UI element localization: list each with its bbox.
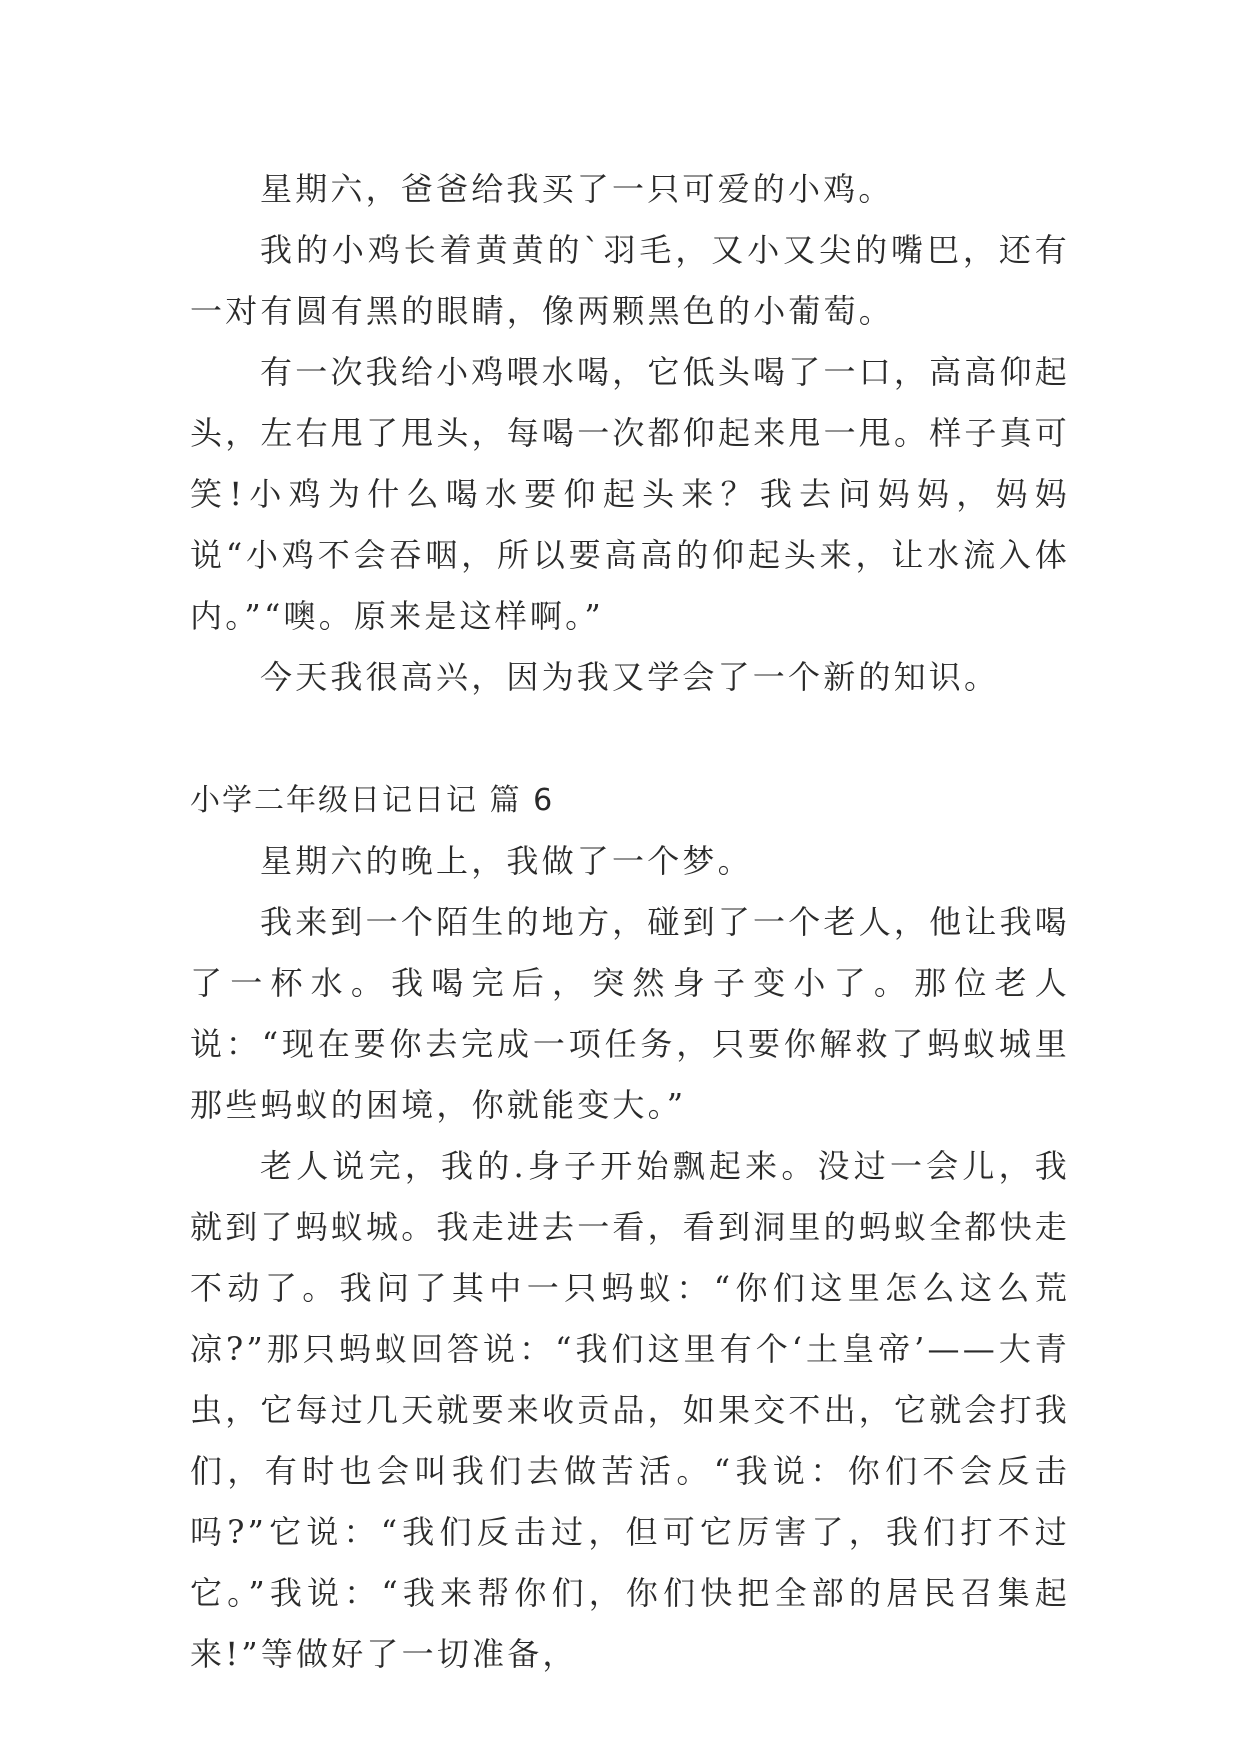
paragraph: 老人说完，我的.身子开始飘起来。没过一会儿，我就到了蚂蚁城。我走进去一看，看到洞里的蚂蚁全都快走不动了。我问了其中一只蚂蚁：“你们这里怎么这么荒凉?”那只蚂蚁回答说：“我们这里有个‘土皇帝’——大青虫，它每过几天就要来收贡品，如果交不出，它就会打我们，有时也会叫我们去做苦活。“我说：你们不会反击吗?”它说：“我们反击过，但可它厉害了，我们打不过它。”我说：“我来帮你们，你们快把全部的居民召集起来!”等做好了一切准备， [190,1147,1071,1673]
section-gap [190,708,1070,742]
document-body [190,159,1070,1685]
paragraph: 有一次我给小鸡喂水喝，它低头喝了一口，高高仰起头，左右甩了甩头，每喝一次都仰起来甩一甩。样子真可笑!小鸡为什么喝水要仰起头来？我去问妈妈，妈妈说“小鸡不会吞咽，所以要高高的仰起头来，让水流入体内。”“噢。原来是这样啊。” [190,353,1071,635]
paragraph: 今天我很高兴，因为我又学会了一个新的知识。 [260,658,1000,696]
paragraph: 我来到一个陌生的地方，碰到了一个老人，他让我喝了一杯水。我喝完后，突然身子变小了。那位老人说：“现在要你去完成一项任务，只要你解救了蚂蚁城里那些蚂蚁的困境，你就能变大。” [190,903,1070,1124]
section-heading: 小学二年级日记日记 篇 6 [190,783,555,818]
paragraph: 我的小鸡长着黄黄的`羽毛，又小又尖的嘴巴，还有一对有圆有黑的眼睛，像两颗黑色的小葡萄。 [190,231,1070,330]
paragraph: 星期六的晚上，我做了一个梦。 [260,842,753,880]
paragraph: 星期六，爸爸给我买了一只可爱的小鸡。 [260,170,894,208]
